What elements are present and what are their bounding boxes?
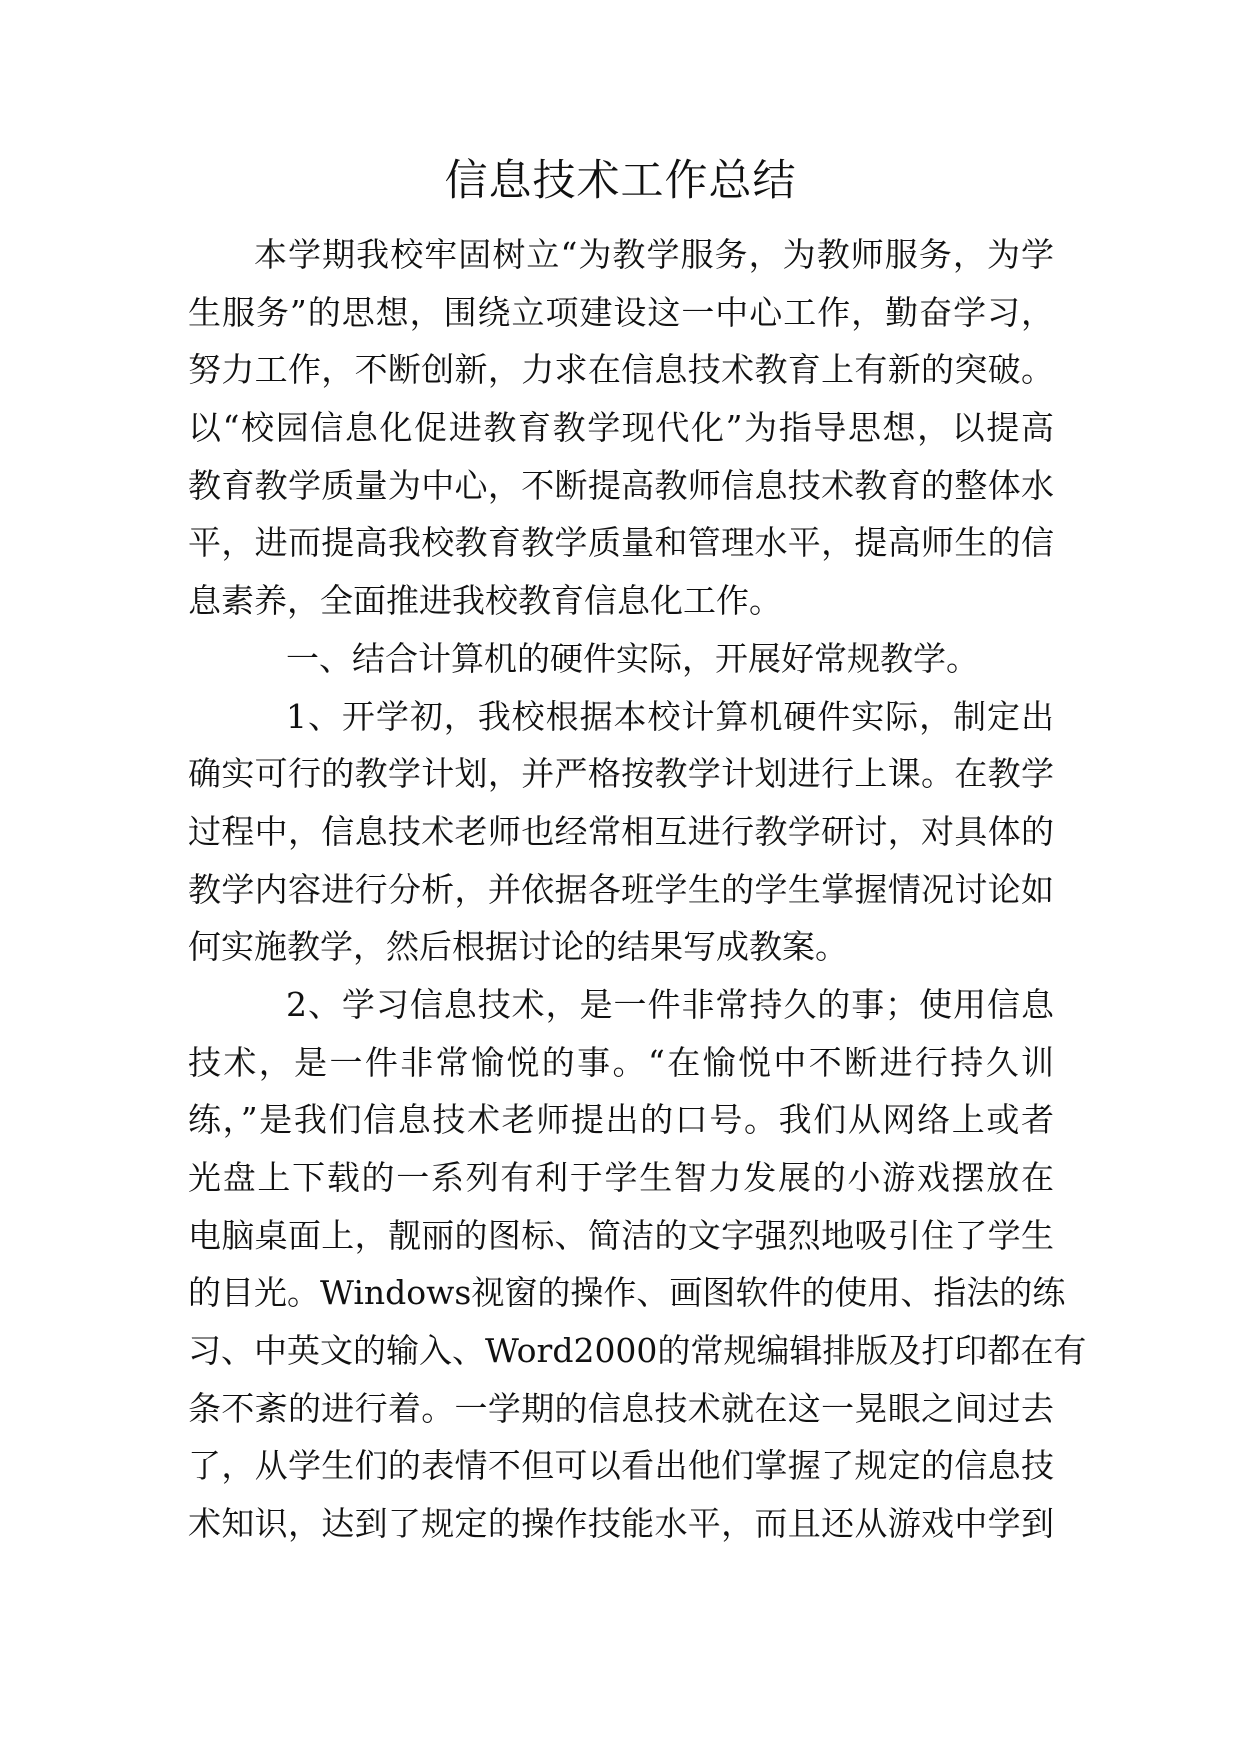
text-line: 2、学习信息技术，是一件非常持久的事；使用信息 <box>286 984 1054 1024</box>
text-line: 习、中英文的输入、Word2000的常规编辑排版及打印都在有 <box>188 1331 1087 1371</box>
text-line: 确实可行的教学计划，并严格按教学计划进行上课。在教学 <box>188 754 1054 794</box>
text-line: 的目光。Windows视窗的操作、画图软件的使用、指法的练 <box>188 1273 1066 1313</box>
text-line: 1、开学初，我校根据本校计算机硬件实际，制定出 <box>286 696 1054 736</box>
text-line: 条不紊的进行着。一学期的信息技术就在这一晃眼之间过去 <box>188 1388 1054 1428</box>
text-line: 教学内容进行分析，并依据各班学生的学生掌握情况讨论如 <box>188 869 1054 909</box>
text-line: 平，进而提高我校教育教学质量和管理水平，提高师生的信 <box>188 523 1054 563</box>
text-line: 生服务”的思想，围绕立项建设这一中心工作，勤奋学习， <box>188 292 1054 332</box>
text-line: 过程中，信息技术老师也经常相互进行教学研讨，对具体的 <box>188 811 1054 851</box>
text-line: 练，”是我们信息技术老师提出的口号。我们从网络上或者 <box>188 1100 1054 1140</box>
section-heading: 一、结合计算机的硬件实际，开展好常规教学。 <box>286 638 979 678</box>
text-line: 何实施教学，然后根据讨论的结果写成教案。 <box>188 927 848 967</box>
text-line: 教育教学质量为中心，不断提高教师信息技术教育的整体水 <box>188 465 1054 505</box>
text-line: 光盘上下载的一系列有利于学生智力发展的小游戏摆放在 <box>188 1158 1054 1197</box>
document-title: 信息技术工作总结 <box>444 156 797 206</box>
text-line: 技术，是一件非常愉悦的事。“在愉悦中不断进行持久训 <box>188 1042 1054 1082</box>
text-line: 息素养，全面推进我校教育信息化工作。 <box>188 581 782 621</box>
text-line: 本学期我校牢固树立“为教学服务，为教师服务，为学 <box>254 235 1054 274</box>
text-line: 努力工作，不断创新，力求在信息技术教育上有新的突破。 <box>188 350 1054 390</box>
text-line: 以“校园信息化促进教育教学现代化”为指导思想，以提高 <box>188 408 1054 448</box>
document-body <box>188 226 1087 1553</box>
text-line: 术知识，达到了规定的操作技能水平，而且还从游戏中学到 <box>188 1504 1054 1544</box>
text-line: 了，从学生们的表情不但可以看出他们掌握了规定的信息技 <box>188 1446 1054 1486</box>
text-line: 电脑桌面上，靓丽的图标、简洁的文字强烈地吸引住了学生 <box>188 1215 1054 1255</box>
